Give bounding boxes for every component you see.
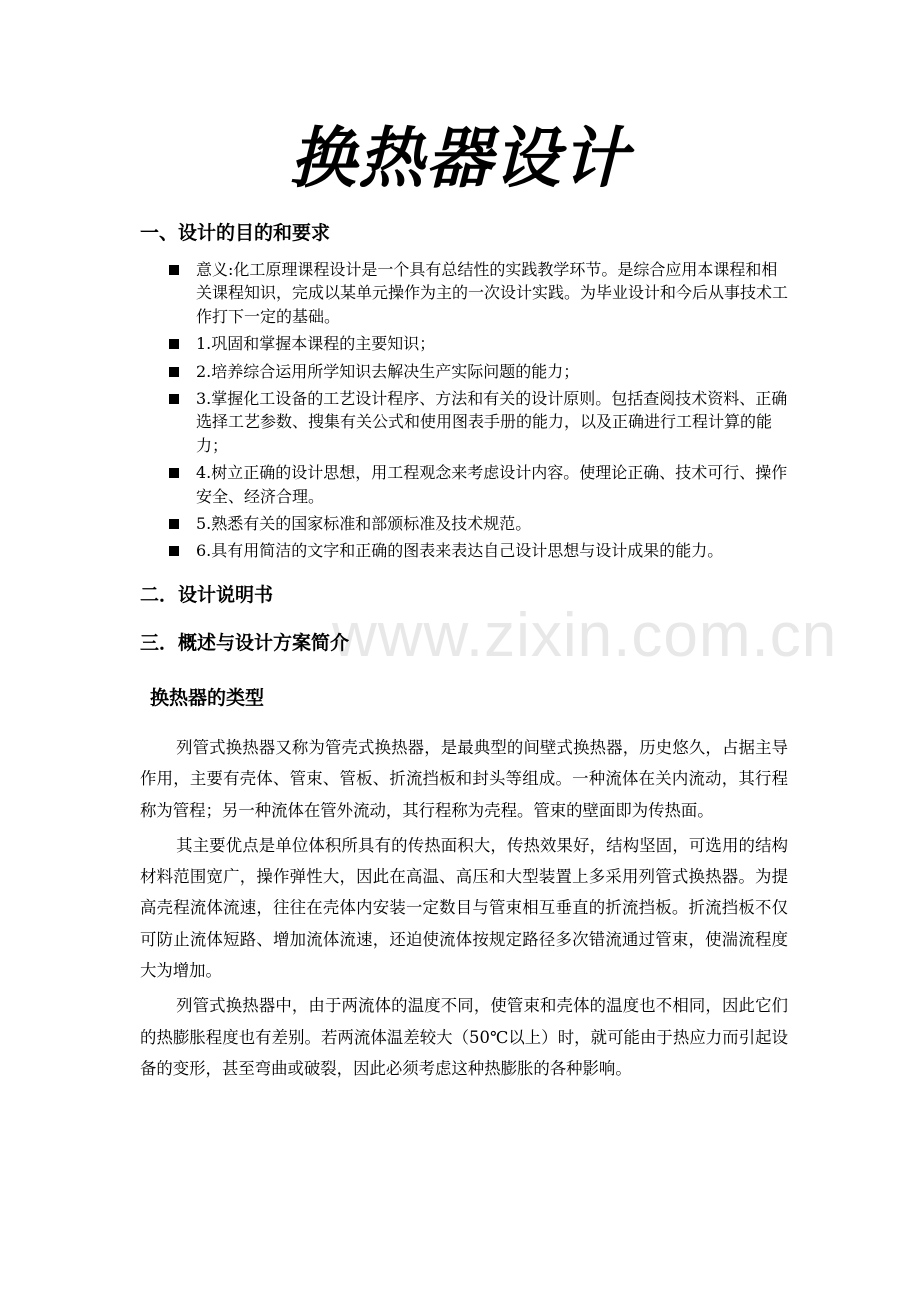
bullet-square-icon bbox=[169, 394, 179, 404]
list-item bbox=[165, 512, 790, 535]
list-item bbox=[165, 258, 790, 328]
list-item-text: 意义:化工原理课程设计是一个具有总结性的实践教学环节。是综合应用本课程和相关课程知识，完成以某单元操作为主的一次设计实践。为毕业设计和今后从事技术工作打下一定的基础。 bbox=[196, 260, 789, 326]
watermark: www.zixin.com.cn bbox=[332, 601, 838, 670]
section-heading-overview: 三．概述与设计方案简介 bbox=[140, 632, 350, 654]
list-item-text: 3.掌握化工设备的工艺设计程序、方法和有关的设计原则。包括查阅技术资料、正确选择工艺参数、搜集有关公式和使用图表手册的能力，以及正确进行工程计算的能力； bbox=[196, 389, 788, 455]
paragraph: 列管式换热器又称为管壳式换热器，是最典型的间壁式换热器，历史悠久，占据主导作用，主要有壳体、管束、管板、折流挡板和封头等组成。一种流体在关内流动，其行程称为管程；另一种流体在管外流动，其行程称为壳程。管束的壁面即为传热面。 bbox=[140, 738, 788, 820]
bullet-square-icon bbox=[169, 519, 179, 529]
list-item-text: 4.树立正确的设计思想，用工程观念来考虑设计内容。使理论正确、技术可行、操作安全、经济合理。 bbox=[196, 463, 788, 506]
bullet-square-icon bbox=[169, 265, 179, 275]
paragraph: 列管式换热器中，由于两流体的温度不同，使管束和壳体的温度也不相同，因此它们的热膨胀程度也有差别。若两流体温差较大（50℃以上）时，就可能由于热应力而引起设备的变形，甚至弯曲或破裂，因此必须考虑这种热膨胀的各种影响。 bbox=[140, 996, 788, 1078]
list-item-text: 5.熟悉有关的国家标准和部颁标准及技术规范。 bbox=[196, 514, 532, 534]
requirements-list bbox=[165, 258, 790, 563]
list-item bbox=[165, 360, 790, 383]
list-item-text: 2.培养综合运用所学知识去解决生产实际问题的能力； bbox=[196, 361, 580, 381]
bullet-square-icon bbox=[169, 339, 179, 349]
subsection-heading-types: 换热器的类型 bbox=[150, 687, 265, 709]
list-item-text: 1.巩固和掌握本课程的主要知识； bbox=[196, 334, 436, 354]
body-text bbox=[140, 732, 788, 1084]
list-item bbox=[165, 539, 790, 562]
list-item bbox=[165, 461, 790, 508]
list-item bbox=[165, 332, 790, 355]
section-heading-purpose: 一、设计的目的和要求 bbox=[140, 222, 331, 244]
list-item-text: 6.具有用简洁的文字和正确的图表来表达自己设计思想与设计成果的能力。 bbox=[196, 541, 724, 561]
bullet-square-icon bbox=[169, 468, 179, 478]
paragraph: 其主要优点是单位体积所具有的传热面积大，传热效果好，结构坚固，可选用的结构材料范围宽广，操作弹性大，因此在高温、高压和大型装置上多采用列管式换热器。为提高壳程流体流速，往往在壳体内安装一定数目与管束相互垂直的折流挡板。折流挡板不仅可防止流体短路、增加流体流速，还迫使流体按规定路径多次错流通过管束，使湍流程度大为增加。 bbox=[140, 835, 788, 981]
list-item bbox=[165, 387, 790, 457]
bullet-square-icon bbox=[169, 546, 179, 556]
section-heading-specification: 二．设计说明书 bbox=[140, 584, 274, 606]
document-title: 换热器设计 bbox=[290, 119, 630, 197]
bullet-square-icon bbox=[169, 367, 179, 377]
